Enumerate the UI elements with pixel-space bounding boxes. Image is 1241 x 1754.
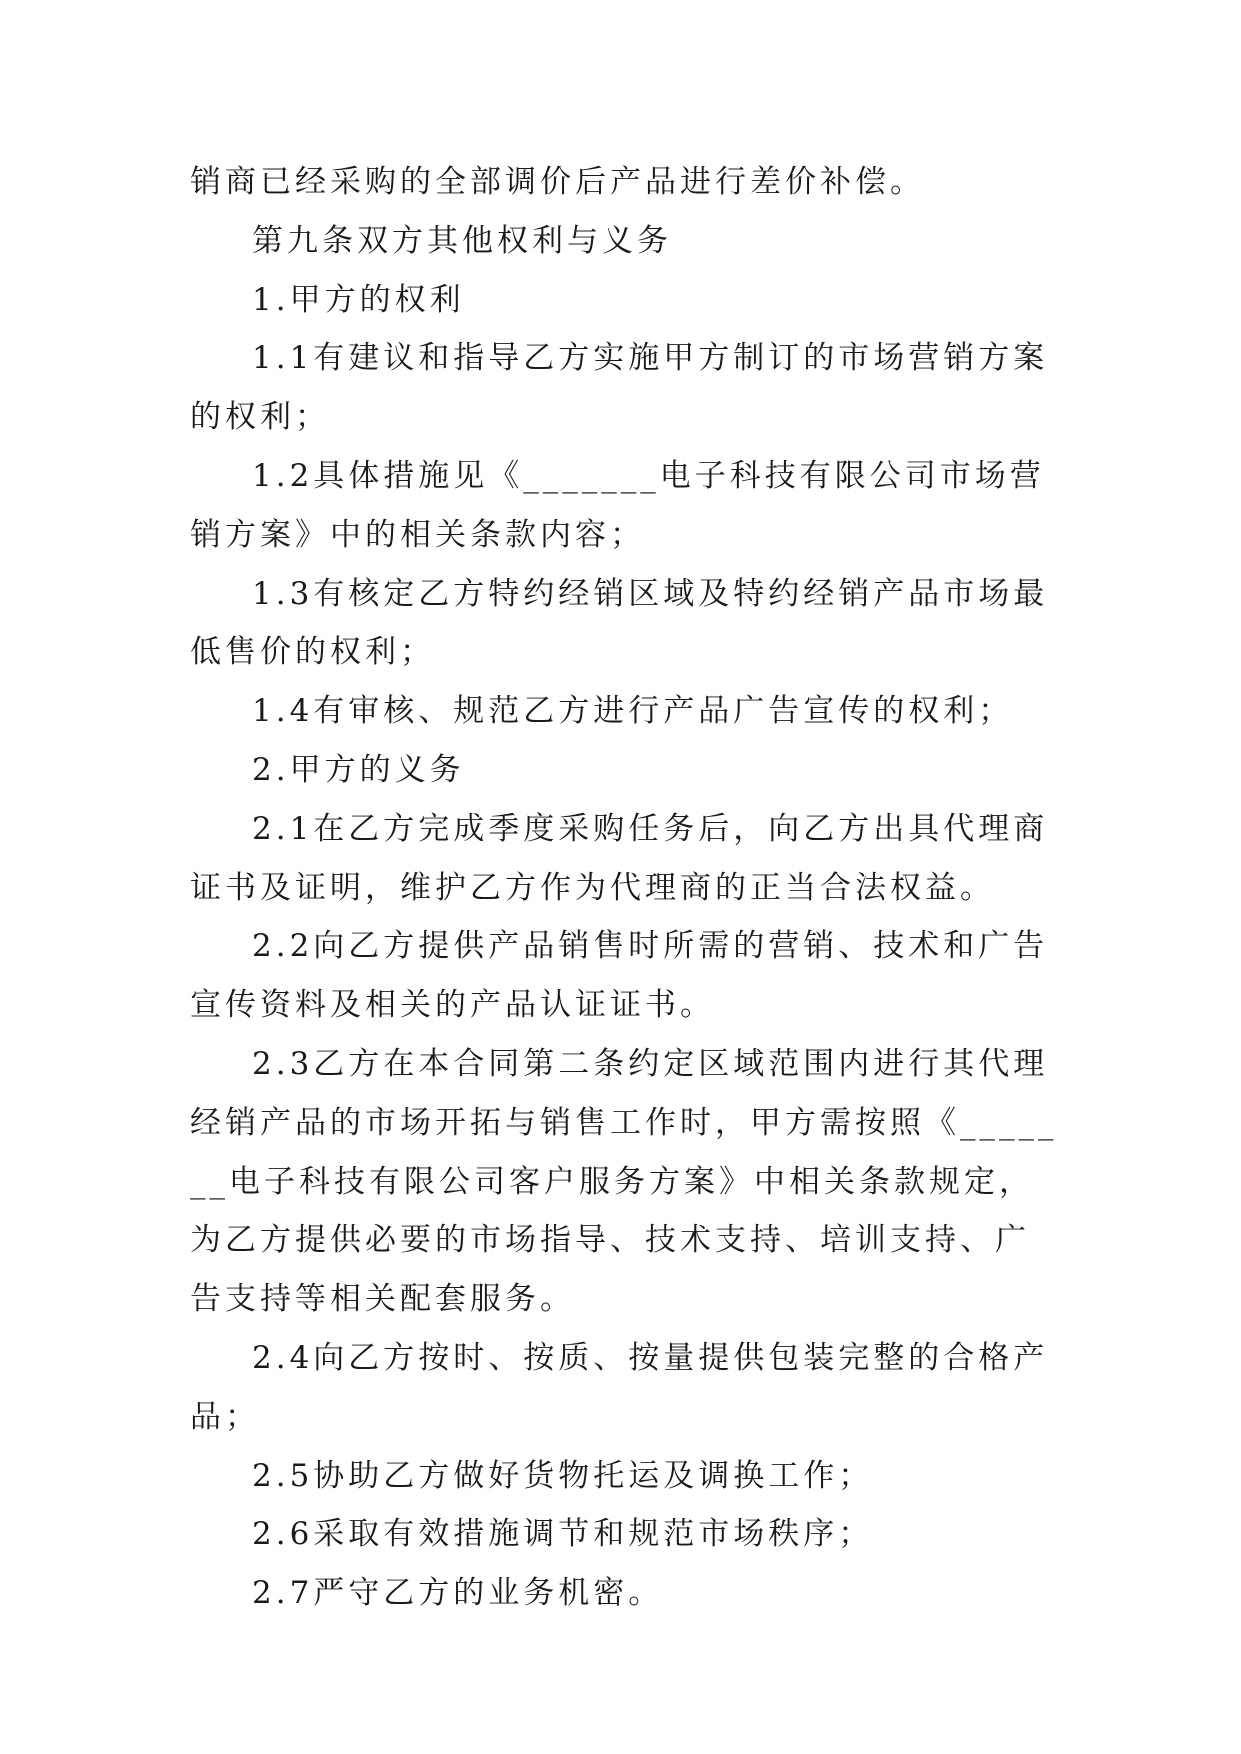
clause-1-2: 1.2具体措施见《_______电子科技有限公司市场营销方案》中的相关条款内容； xyxy=(190,457,1045,553)
section-heading-party-a-obligations: 2.甲方的义务 xyxy=(252,751,465,788)
clause-2-3: 2.3乙方在本合同第二条约定区域范围内进行其代理经销产品的市场开拓与销售工作时，甲方需按照《_______电子科技有限公司客户服务方案》中相关条款规定，为乙方提供必要的市场指导、技术支持、培训支持、广告支持等相关配套服务。 xyxy=(190,1045,1058,1318)
clause-2-7: 2.7严守乙方的业务机密。 xyxy=(252,1575,664,1612)
paragraph-continuation: 销商已经采购的全部调价后产品进行差价补偿。 xyxy=(190,164,925,200)
clause-2-1: 2.1在乙方完成季度采购任务后，向乙方出具代理商证书及证明，维护乙方作为代理商的正当合法权益。 xyxy=(190,810,1049,906)
clause-2-4: 2.4向乙方按时、按质、按量提供包装完整的合格产品； xyxy=(190,1339,1049,1435)
clause-2-5: 2.5协助乙方做好货物托运及调换工作； xyxy=(252,1457,874,1494)
clause-2-6: 2.6采取有效措施调节和规范市场秩序； xyxy=(252,1516,874,1553)
section-heading-party-a-rights: 1.甲方的权利 xyxy=(252,281,465,318)
article-heading: 第九条双方其他权利与义务 xyxy=(252,222,672,259)
document-body xyxy=(190,153,1060,1623)
clause-1-4: 1.4有审核、规范乙方进行产品广告宣传的权利； xyxy=(252,693,1014,730)
clause-1-3: 1.3有核定乙方特约经销区域及特约经销产品市场最低售价的权利； xyxy=(190,575,1049,671)
clause-2-2: 2.2向乙方提供产品销售时所需的营销、技术和广告宣传资料及相关的产品认证证书。 xyxy=(190,928,1049,1024)
clause-1-1: 1.1有建议和指导乙方实施甲方制订的市场营销方案的权利； xyxy=(190,340,1049,436)
